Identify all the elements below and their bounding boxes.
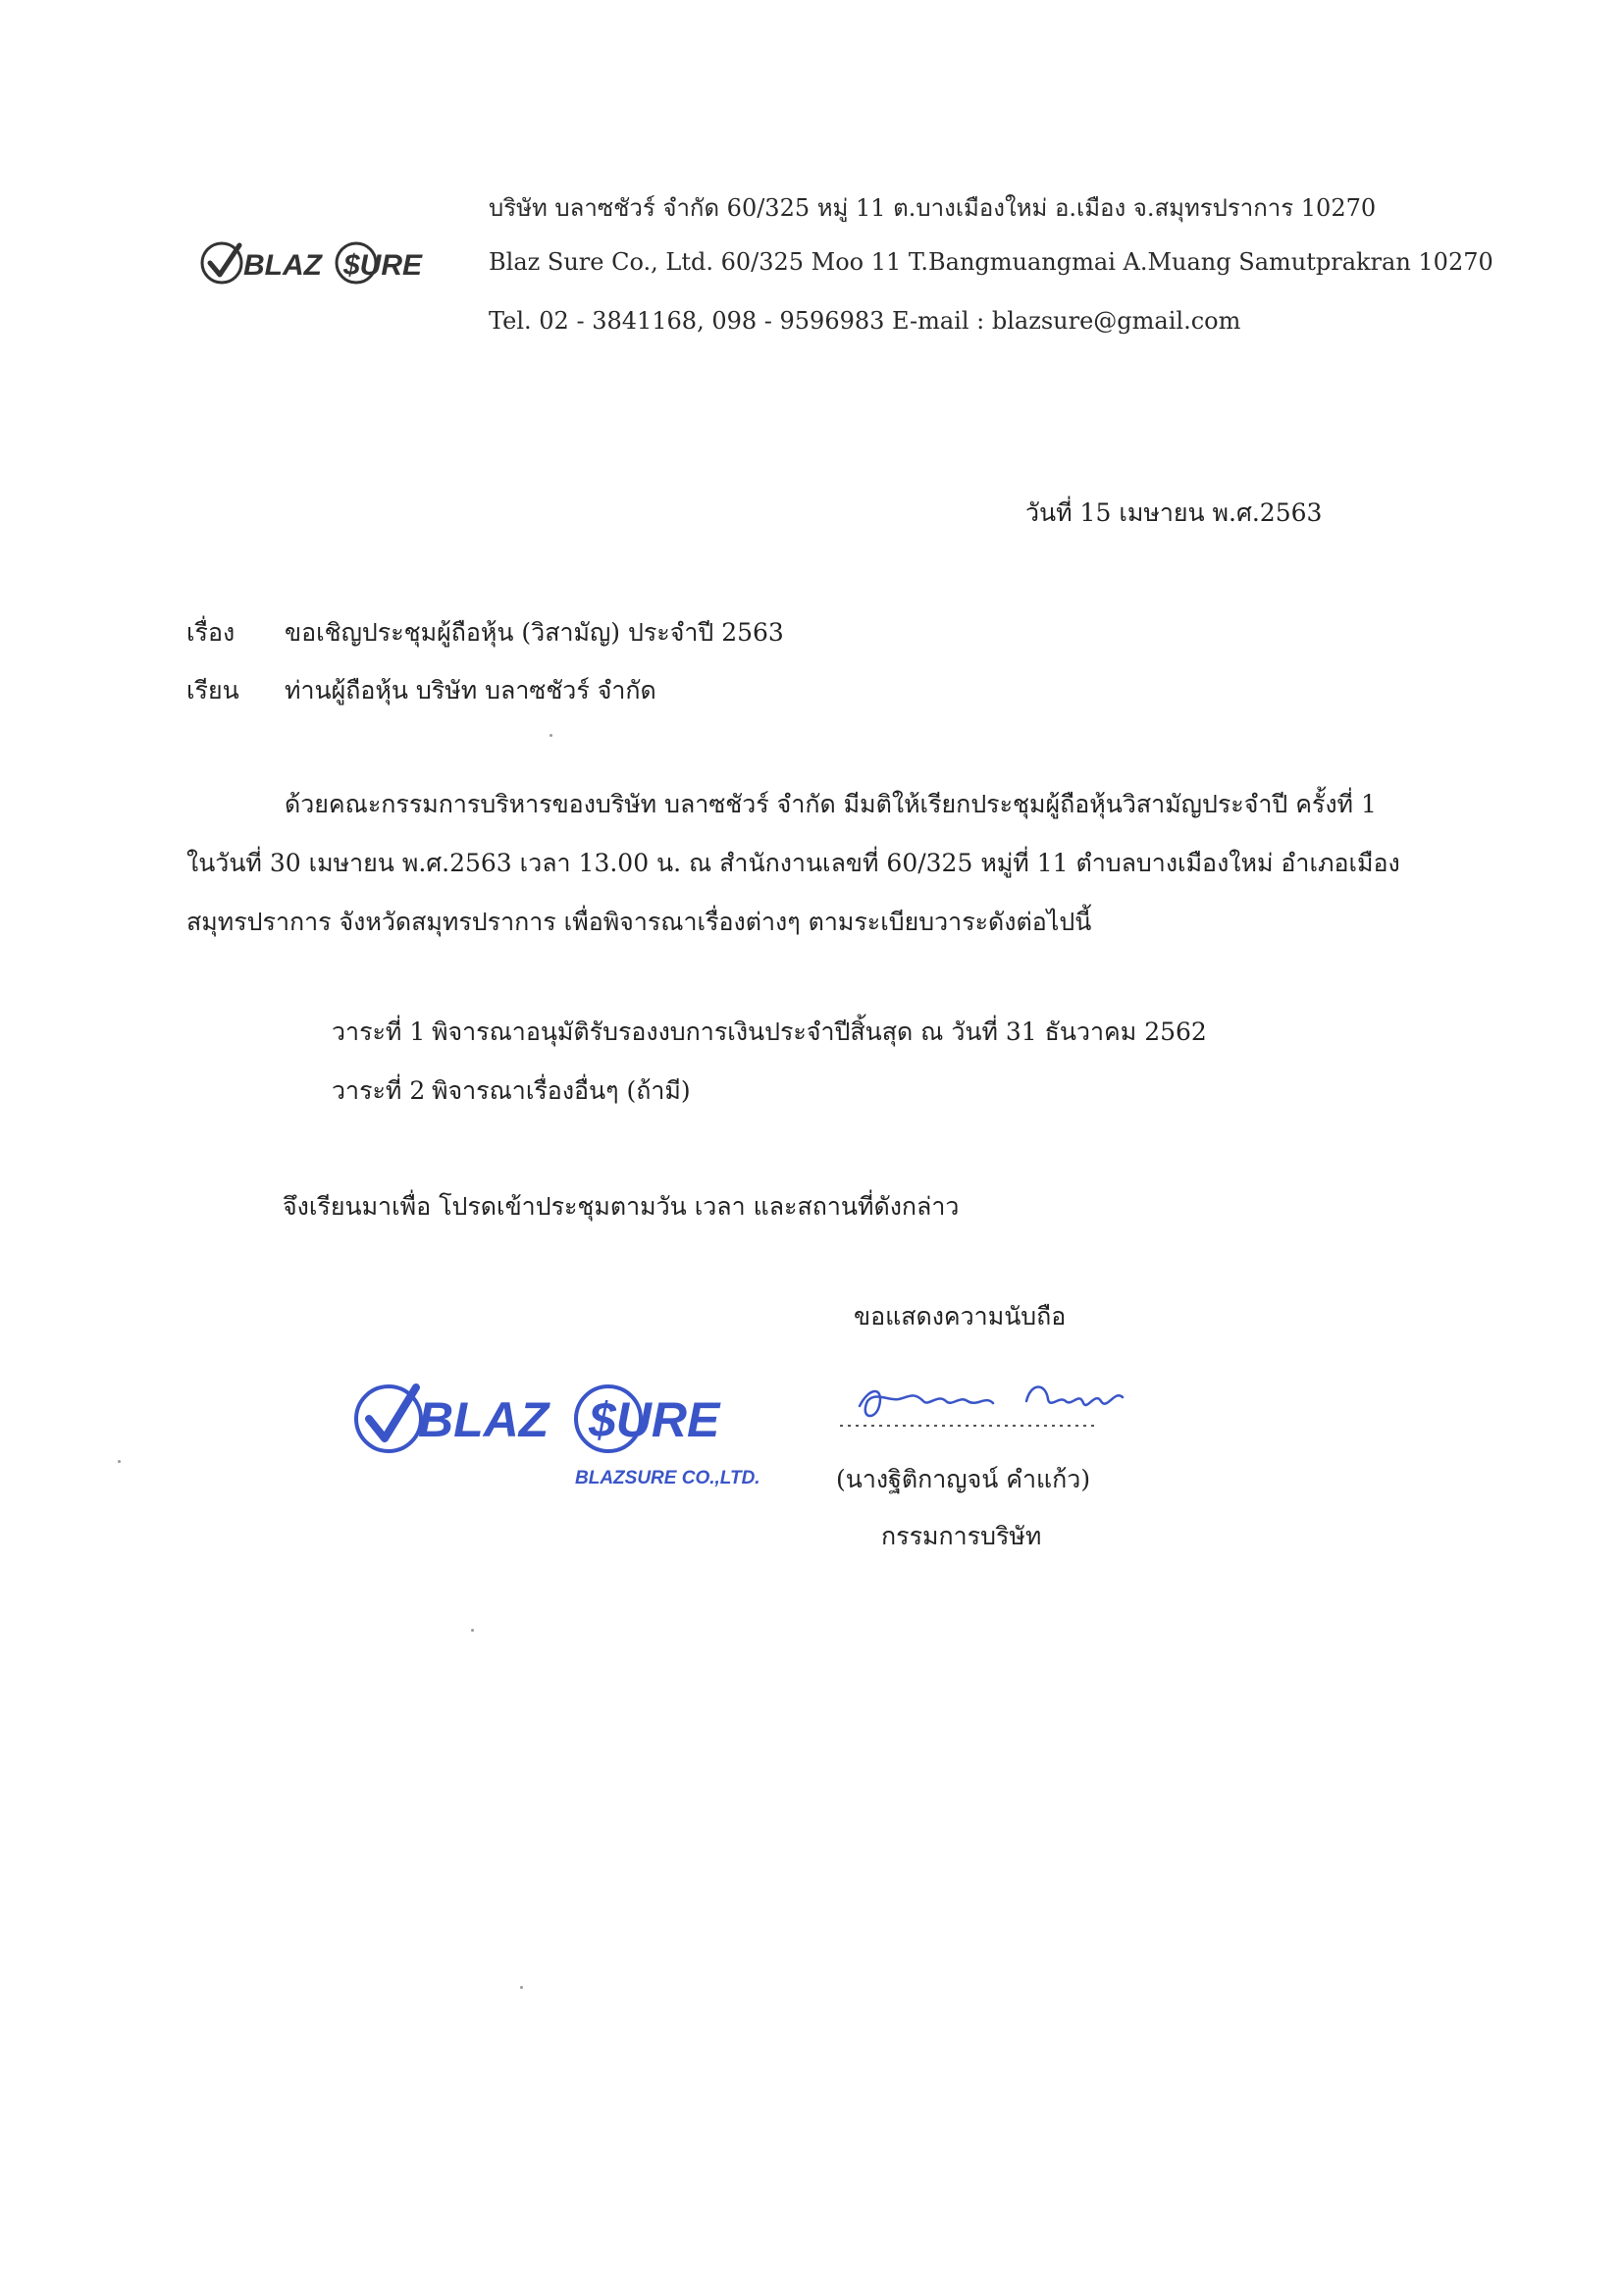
subject-row <box>186 613 784 652</box>
scan-speck <box>118 1460 121 1463</box>
body-line-2: ในวันที่ 30 เมษายน พ.ศ.2563 เวลา 13.00 น. ณ สำนักงานเลขที่ 60/325 หมู่ที่ 11 ตำบลบางเมืองใหม่ อำเภอเมือง <box>186 849 1400 877</box>
scan-speck <box>471 1629 474 1632</box>
handwritten-signature <box>830 1372 1154 1440</box>
letterhead-thai-address: บริษัท บลาซชัวร์ จำกัด 60/325 หมู่ 11 ต.บางเมืองใหม่ อ.เมือง จ.สมุทรปราการ 10270 <box>489 194 1377 222</box>
agenda-item <box>332 1071 691 1111</box>
closing-sentence: จึงเรียนมาเพื่อ โปรดเข้าประชุมตามวัน เวลา และสถานที่ดังกล่าว <box>283 1192 960 1221</box>
recipient-value: ท่านผู้ถือหุ้น บริษัท บลาซชัวร์ จำกัด <box>285 676 656 704</box>
company-stamp <box>349 1368 771 1495</box>
scan-speck <box>520 1986 523 1989</box>
blazsure-logo <box>196 234 481 292</box>
svg-text:BLAZ: BLAZ <box>243 249 322 282</box>
letter-date: วันที่ 15 เมษายน พ.ศ.2563 <box>1025 498 1323 527</box>
agenda-text: พิจารณาเรื่องอื่นๆ (ถ้ามี) <box>432 1076 691 1105</box>
agenda-text: พิจารณาอนุมัติรับรองงบการเงินประจำปีสิ้นสุด ณ วันที่ 31 ธันวาคม 2562 <box>432 1018 1207 1046</box>
scan-speck <box>550 734 552 737</box>
subject-value: ขอเชิญประชุมผู้ถือหุ้น (วิสามัญ) ประจำปี 2563 <box>285 618 784 647</box>
svg-text:BLAZ: BLAZ <box>418 1392 550 1447</box>
body-line-3: สมุทรปราการ จังหวัดสมุทรปราการ เพื่อพิจารณาเรื่องต่างๆ ตามระเบียบวาระดังต่อไปนี้ <box>186 908 1092 936</box>
body-paragraph <box>186 775 1462 952</box>
body-line-1: ด้วยคณะกรรมการบริหารของบริษัท บลาซชัวร์ จำกัด มีมติให้เรียกประชุมผู้ถือหุ้นวิสามัญประจำปี ครั้งที่ 1 <box>285 790 1377 818</box>
recipient-row <box>186 671 656 710</box>
signer-name: (นางฐิติกาญจน์ คำแก้ว) <box>836 1465 1091 1493</box>
svg-text:$URE: $URE <box>589 1392 720 1447</box>
letterhead-contact: Tel. 02 - 3841168, 098 - 9596983 E-mail : blazsure@gmail.com <box>489 307 1241 335</box>
agenda-number: วาระที่ 1 <box>332 1018 426 1046</box>
recipient-label: เรียน <box>186 676 239 704</box>
regards-text: ขอแสดงความนับถือ <box>854 1302 1067 1331</box>
svg-text:BLAZSURE CO.,LTD.: BLAZSURE CO.,LTD. <box>575 1468 760 1488</box>
agenda-item <box>332 1013 1207 1052</box>
svg-text:$URE: $URE <box>343 249 423 282</box>
signer-title: กรรมการบริษัท <box>881 1522 1042 1550</box>
subject-label: เรื่อง <box>186 618 236 647</box>
agenda-number: วาระที่ 2 <box>332 1076 426 1105</box>
letterhead-english-address: Blaz Sure Co., Ltd. 60/325 Moo 11 T.Bangmuangmai A.Muang Samutprakran 10270 <box>489 248 1493 276</box>
